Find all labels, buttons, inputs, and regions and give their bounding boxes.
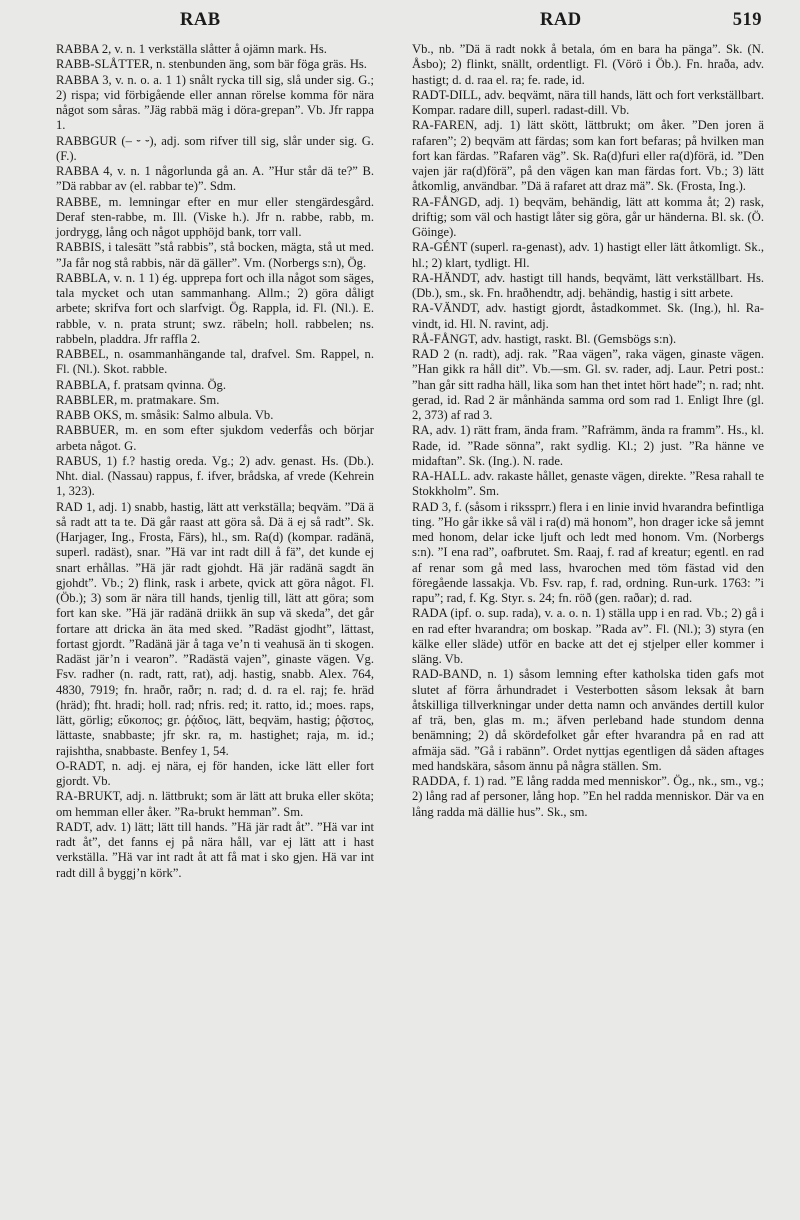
dictionary-entry: RA-VÄNDT, adv. hastigt gjordt, åstadkommet. Sk. (Ing.), hl. Ra-vindt, id. Hl. N. ravint, adj.: [412, 301, 764, 331]
dictionary-entry: RADT-DILL, adv. beqvämt, nära till hands, lätt och fort verkställbart. Kompar. radare dill, superl. radast-dill. Vb.: [412, 87, 764, 117]
dictionary-entry: RABUS, 1) f.? hastig oreda. Vg.; 2) adv. genast. Hs. (Db.). Nht. dial. (Nassau) rappus, f. ifver, brådska, af vrede (Kehrein 1, 323).: [56, 453, 374, 499]
dictionary-entry: RABBIS, i talesätt ”stå rabbis”, stå bocken, mägta, stå ut med. ”Ja får nog stå rabbis, när dä gäller”. Vm. (Norbergs s:n), Ög.: [56, 240, 374, 270]
header-left-guide-word: RAB: [180, 10, 221, 30]
dictionary-entry: RABBEL, n. osammanhängande tal, drafvel. Sm. Rappel, n. Fl. (Nl.). Skot. rabble.: [56, 347, 374, 377]
dictionary-entry: RABBA 2, v. n. 1 verkställa slåtter å ojämn mark. Hs.: [56, 42, 327, 56]
text-columns: [56, 42, 762, 1212]
dictionary-entry: RABBLA, f. pratsam qvinna. Ög.: [56, 377, 226, 392]
dictionary-entry: RABBA 3, v. n. o. a. 1 1) snålt rycka till sig, slå under sig. G.; 2) rispa; vid förbigående eller annan rörelse komma för nära något som såras. ”Jäg rabbä mäg i döra-grepan”. Vb. Jfr rappa 1.: [56, 72, 374, 133]
dictionary-entry: O-RADT, n. adj. ej nära, ej för handen, icke lätt eller fort gjordt. Vb.: [56, 758, 374, 788]
dictionary-entry: RAD 2 (n. radt), adj. rak. ”Raa vägen”, raka vägen, ginaste vägen. ”Han gikk ra håll dit”. Vb.—sm. Gl. sv. rader, adj. Laur. Petri post.: ”han går sitt radha häll, lika som han thet intet hört hade”; n. rad; nht. gerad, id. Rad 2 är månhända samma ord som rad 1. Enligt Ihre (gl. 2, 373) af rad 3.: [412, 347, 764, 422]
dictionary-entry: RAD-BAND, n. 1) såsom lemning efter katholska tiden gafs mot slutet af förra århundradet i Vesterbotten såsom leksak åt barn åtskilliga tillverkningar under detta namn och användes dertill kulor af trä, ben, glas m. m.; äfven perleband hade stundom denna benämning; 2) då skördefolket går efter hvarandra på en rad att afmäja säd. ”Gå i rabänn”. Ordet nyttjas egentligen då säden aftages med handskära, såsom ännu på några ställen. Sm.: [412, 667, 764, 773]
dictionary-entry: RA, adv. 1) rätt fram, ända fram. ”Rafrämm, ända ra framm”. Hs., kl. Rade, id. ”Rade sönna”, rakt sydlig. Kl.; 2) just. ”Ra hänne ve midaftan”. Sk. (Ing.). N. rade.: [412, 423, 764, 468]
dictionary-entry: RABBE, m. lemningar efter en mur eller stengärdesgård. Deraf sten-rabbe, m. Ill. (Viske h.). Jfr n. rabbe, rabb, m. jordrygg, lång och något upphöjd bank, torr vall.: [56, 194, 374, 239]
dictionary-entry: RABB-SLÅTTER, n. stenbunden äng, som bär föga gräs. Hs.: [56, 57, 367, 72]
header-right-guide-word: RAD: [540, 10, 582, 30]
dictionary-entry: RA-HALL. adv. rakaste hållet, genaste vägen, direkte. ”Resa rahall te Stokkholm”. Sm.: [412, 469, 764, 499]
dictionary-entry: Vb., nb. ”Dä ä radt nokk å betala, óm en bara ha pänga”. Sk. (N. Åsbo); 2) flinkt, snällt, ordentligt. Fl. (Vörö i Öb.). Fn. hraða, adv. hastigt; d. d. raa el. ra; fe. rade, id.: [412, 42, 764, 87]
dictionary-entry: RA-HÄNDT, adv. hastigt till hands, beqvämt, lätt verkställbart. Hs. (Db.), sm., sk. Fn. hraðhendtr, adj. behändig, hastig i sitt arbete.: [412, 270, 764, 300]
dictionary-entry: RADA (ipf. o. sup. rada), v. a. o. n. 1) ställa upp i en rad. Vb.; 2) gå i en rad efter hvarandra; om boskap. ”Rada av”. Fl. (Nl.); 3) styra (en kälke eller släde) utför en backe att det ej stjelper eller kommer i släng. Vb.: [412, 606, 764, 666]
dictionary-entry: RABBLER, m. pratmakare. Sm.: [56, 392, 220, 407]
dictionary-entry: RABBA 4, v. n. 1 någorlunda gå an. A. ”Hur står dä te?” B. ”Dä rabbar av (el. rabbar te)”. Sdm.: [56, 164, 374, 194]
dictionary-entry: RA-BRUKT, adj. n. lättbrukt; som är lätt att bruka eller sköta; om hemman eller åker. ”Ra-brukt hemman”. Sm.: [56, 789, 374, 819]
dictionary-entry: RABB OKS, m. småsik: Salmo albula. Vb.: [56, 408, 274, 422]
left-column: [56, 42, 374, 881]
dictionary-entry: RABBLA, v. n. 1 1) ég. upprepa fort och illa något som säges, tala mycket och utan sammanhang. Allm.; 2) göra dåligt arbete; skrifva fort och slarfvigt. Ög. Rappla, id. Fl. (Nl.). E. rabble, v. n. prata strunt; swz. räbeln; holl. rabbelen; ns. rabbeln, pladdra. Jfr raffla 2.: [56, 270, 374, 346]
dictionary-entry: RADT, adv. 1) lätt; lätt till hands. ”Hä jär radt åt”. ”Hä var int radt åt”, det fanns ej på nära håll, var ej lätt att i hast verkställa. ”Hä var int radt åt att få mat i sko gjen. Hä var int radt dill å byggj’n körk”.: [56, 819, 374, 880]
dictionary-entry: RABBUER, m. en som efter sjukdom vederfås och börjar arbeta något. G.: [56, 423, 374, 453]
dictionary-entry: RAD 1, adj. 1) snabb, hastig, lätt att verkställa; beqväm. ”Dä ä så radt att ta te. Dä går raast att göra så. Dä ä ej så radt”. Sk. (Harjager, Ing., Frosta, Färs), hl., sm. Ra(d) (kompar. radänä, superl. radäst), snar. ”Hä var int radt dill å fä”, det kunde ej snart erhållas. ”Hä jär radt gjohdt. Hä jär radänä sagdt än gjohdt”. Vb.; 2) flink, rask i arbete, qvick att göra något. Fl. (Öb.); 3) som är nära till hands, tjenlig till, lätt att göra; som fort kan ske. ”Hä jär radänä driikk än sup vä skeda”, det går fortare att dricka än äta med sked. ”Radäst gjodht”, lättast, fortast gjordt. ”Radänä jär å taga ve’n ti veahusä än ti skogen. Radäst jär’n i vearon”. ”Radästä vajen”, ginaste vägen. Vg. Fsv. radher (n. radt, ratt, rat), adj. hastig, snabb. Alex. 764, 4830, 7919; fn. hraðr, raðr; n. rad; d. d. ra el. raj; fe. hräd (hräd); fht. hradi; holl. rad; nfris. red; it. ratto, id.; moes. raps, lätt, görlig; εὔκοπος; gr. ῥᾴδιος, lätt, beqväm, hastig; ῥᾷστος, lättaste, snabbaste; jfr skr. ra, m. hastighet; raja, m. id.; rajishtha, snabbaste. Benfey 1, 54.: [56, 499, 374, 758]
page-header: [56, 10, 762, 44]
dictionary-entry: RADDA, f. 1) rad. ”E lång radda med menniskor”. Ög., nk., sm., vg.; 2) lång rad af personer, lång hop. ”En hel radda menniskor. Där va en lång radda mä dällie hus”. Sk., sm.: [412, 774, 764, 819]
page-number: 519: [732, 10, 762, 30]
dictionary-entry: RA-GÉNT (superl. ra-genast), adv. 1) hastigt eller lätt åtkomligt. Sk., hl.; 2) klart, tydligt. Hl.: [412, 240, 764, 270]
dictionary-entry: RA-FÅNGD, adj. 1) beqväm, behändig, lätt att komma åt; 2) rask, driftig; som väl och hastigt låter sig göra, går ur händerna. Bl. sk. (Ö. Göinge).: [412, 194, 764, 239]
dictionary-entry: RAD 3, f. (såsom i rikssprr.) flera i en linie invid hvarandra befintliga ting. ”Ho går ikke så väl i ra(d) mä honom”, hon drager icke så jemnt med honom, delar icke ljuft och ledt med honom. Vm. (Norbergs s:n). ”I ena rad”, oafbrutet. Sm. Raaj, f. rad af kreatur; egentl. en rad af renar som gå med lass, hvarochen med töm fästad vid den föregående lassakja. Vb. Fsv. rap, f. rad, ordning. Run-urk. 1763: ”i rapu”; rad, f. Kg. Styr. s. 24; fn. röð (gen. raðar); d. rad.: [412, 499, 764, 605]
dictionary-entry: RA-FAREN, adj. 1) lätt skött, lättbrukt; om åker. ”Den joren ä rafaren”; 2) beqväm att färdas; som kan fort befaras; på hvilken man fort kan färdas. ”Rafaren väg”. Sk. Ra(d)furi eller ra(d)förä, id. ”Den vajen jär ra(d)förä”, på den vägen kan man färdas fort. Vb.; 3) lätt åtkomlig, användbar. ”Dä ä rafaret att draz mä”. Sk. (Frosta, Ing.).: [412, 118, 764, 194]
dictionary-entry: RÅ-FÅNGT, adv. hastigt, raskt. Bl. (Gemsbögs s:n).: [412, 331, 677, 346]
right-column: [412, 42, 764, 820]
dictionary-entry: RABBGUR (– ⏑ ⏑), adj. som rifver till sig, slår under sig. G. (F.).: [56, 133, 374, 163]
